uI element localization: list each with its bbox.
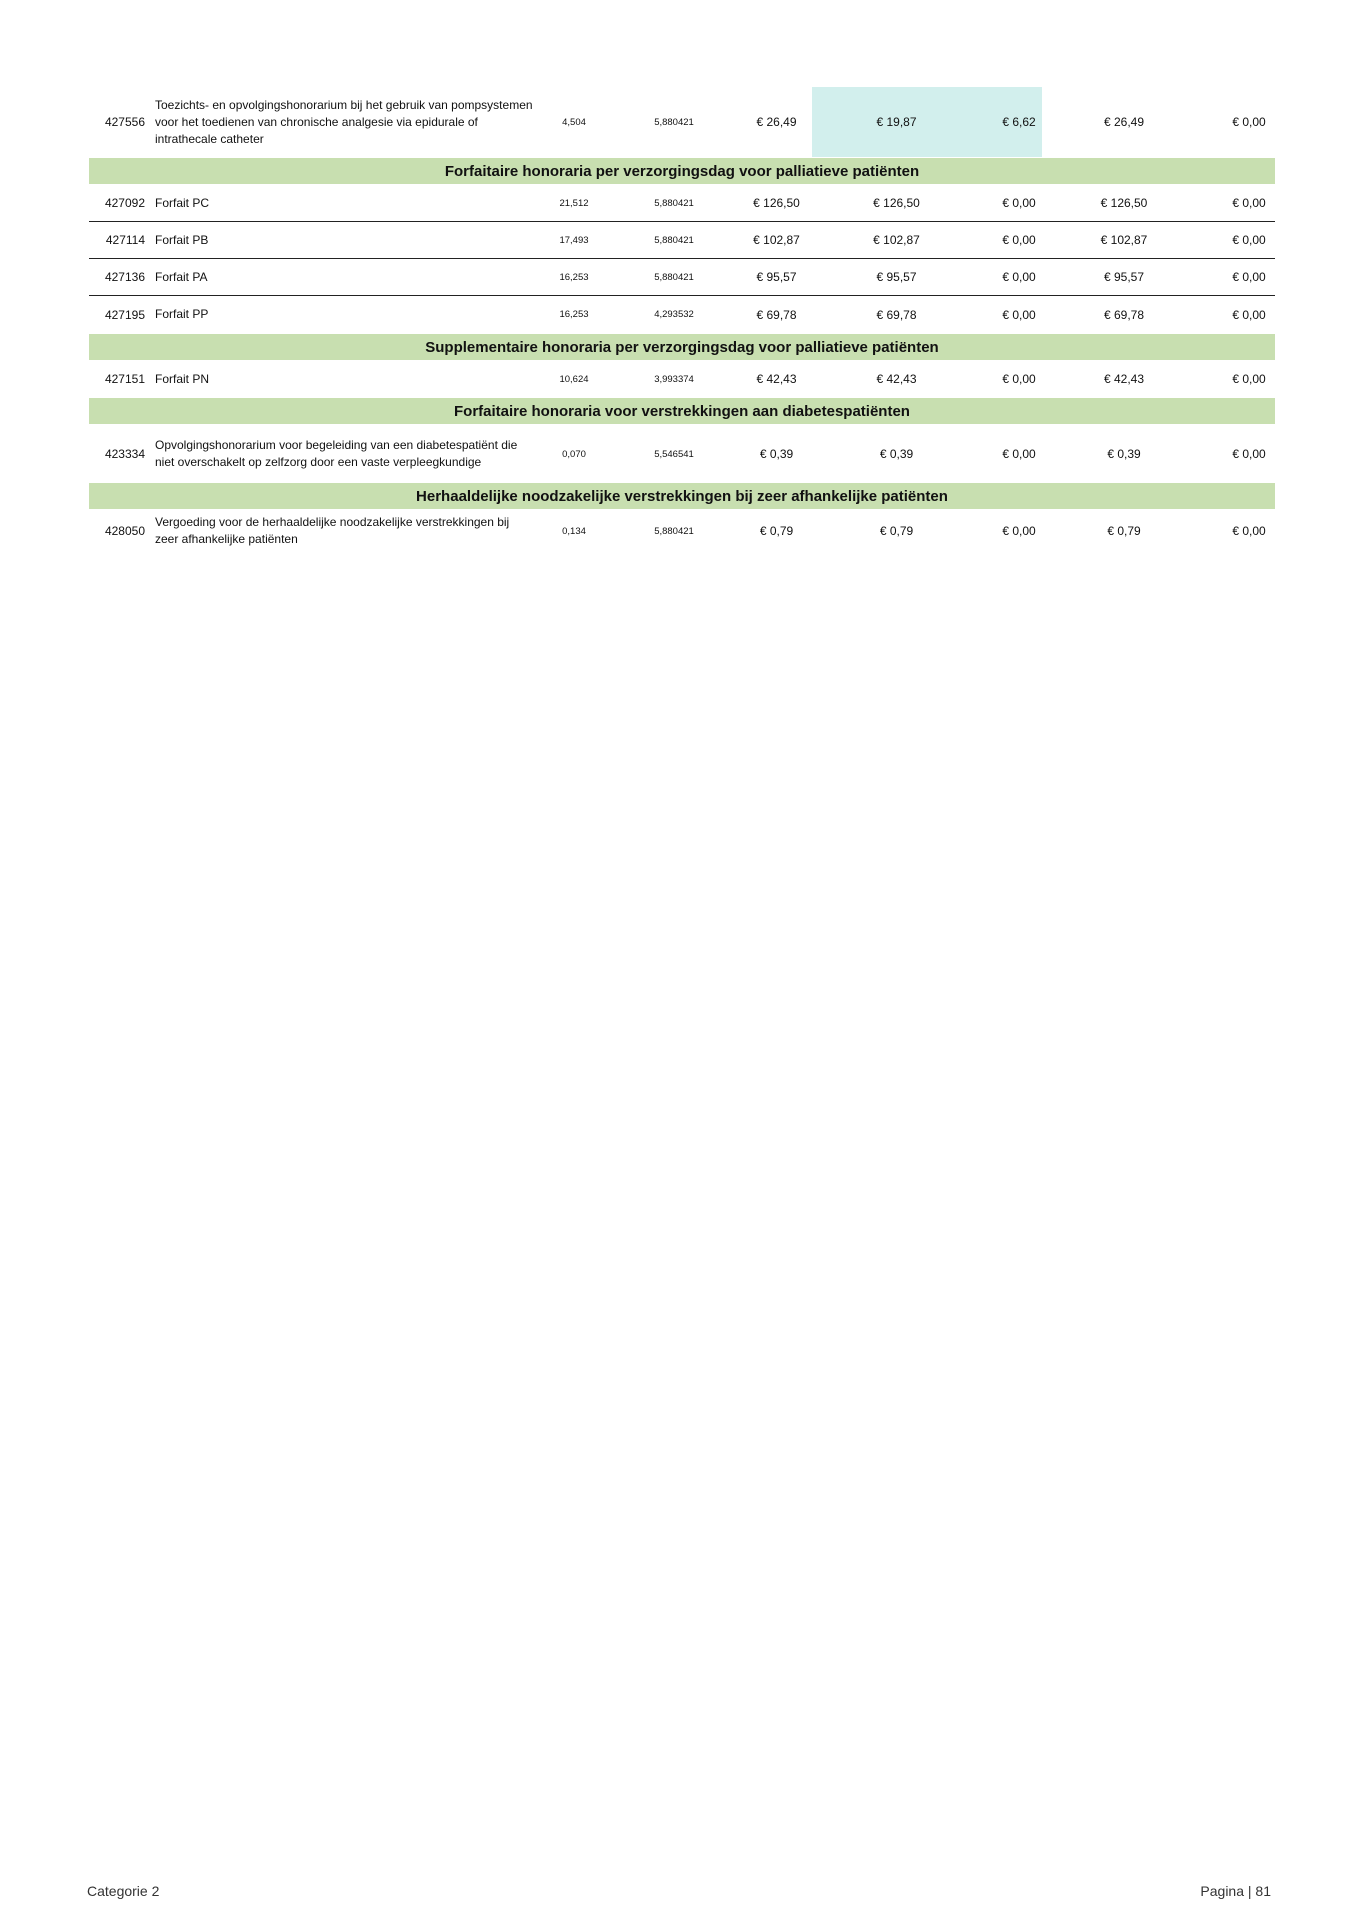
nomenclature-code: 427092 (104, 196, 145, 210)
amount-fee: € 26,49 (756, 115, 797, 129)
footer-page-number: Pagina | 81 (1200, 1883, 1271, 1899)
amount-reimbursement: € 0,39 (879, 447, 914, 461)
key-value: 5,880421 (654, 271, 694, 283)
amount-copayment: € 6,62 (1002, 115, 1036, 129)
description: Forfait PC (155, 195, 210, 210)
amount-fee: € 126,50 (753, 196, 800, 210)
key-value: 5,546541 (654, 448, 694, 460)
amount-copayment: € 0,00 (1002, 196, 1036, 210)
amount-copayment: € 0,00 (1002, 524, 1036, 538)
footer-category: Categorie 2 (87, 1883, 160, 1899)
amount-preferential-copayment: € 0,00 (1232, 447, 1266, 461)
amount-fee: € 0,39 (759, 447, 794, 461)
amount-reimbursement: € 69,78 (876, 307, 917, 322)
key-value: 3,993374 (654, 373, 694, 385)
table-row (89, 361, 1275, 397)
amount-copayment: € 0,00 (1002, 307, 1036, 322)
table-row (89, 510, 1275, 552)
description: Forfait PB (155, 232, 209, 247)
table-row (89, 185, 1275, 222)
section-header: Herhaaldelijke noodzakelijke verstrekkingen bij zeer afhankelijke patiënten (89, 483, 1275, 509)
nomenclature-code: 427136 (104, 270, 145, 284)
nomenclature-code: 428050 (104, 524, 145, 538)
table-row (89, 87, 1275, 157)
amount-preferential-reimbursement: € 0,79 (1107, 524, 1141, 538)
key-value: 5,880421 (654, 197, 694, 209)
coefficient: 4,504 (562, 116, 586, 128)
amount-preferential-reimbursement: € 126,50 (1100, 196, 1148, 210)
amount-preferential-copayment: € 0,00 (1232, 372, 1266, 386)
key-value: 5,880421 (654, 116, 694, 128)
amount-reimbursement: € 0,79 (879, 524, 914, 538)
coefficient: 21,512 (559, 197, 589, 209)
table-row (89, 259, 1275, 296)
amount-preferential-copayment: € 0,00 (1232, 307, 1266, 322)
nomenclature-code: 427151 (104, 372, 145, 386)
coefficient: 17,493 (559, 234, 589, 246)
amount-copayment: € 0,00 (1002, 372, 1036, 386)
description: Forfait PP (155, 307, 209, 321)
description: Forfait PA (155, 269, 208, 284)
coefficient: 16,253 (559, 309, 589, 320)
amount-preferential-copayment: € 0,00 (1232, 233, 1266, 247)
section-header: Forfaitaire honoraria per verzorgingsdag voor palliatieve patiënten (89, 158, 1275, 184)
amount-preferential-copayment: € 0,00 (1232, 115, 1266, 129)
amount-preferential-reimbursement: € 102,87 (1100, 233, 1148, 247)
section-header: Supplementaire honoraria per verzorgingsdag voor palliatieve patiënten (89, 334, 1275, 360)
amount-preferential-copayment: € 0,00 (1232, 524, 1266, 538)
coefficient: 0,134 (562, 525, 586, 537)
nomenclature-code: 427195 (104, 307, 145, 322)
amount-reimbursement: € 19,87 (876, 115, 917, 129)
section-header: Forfaitaire honoraria voor verstrekkingen aan diabetespatiënten (89, 398, 1275, 424)
key-value: 5,880421 (654, 234, 694, 246)
coefficient: 0,070 (562, 448, 586, 460)
amount-preferential-reimbursement: € 69,78 (1103, 307, 1145, 322)
amount-fee: € 0,79 (759, 524, 794, 538)
amount-fee: € 69,78 (756, 307, 797, 322)
table-row (89, 426, 1275, 482)
amount-fee: € 95,57 (756, 270, 797, 284)
amount-preferential-reimbursement: € 26,49 (1103, 115, 1145, 129)
description: Toezichts- en opvolgingshonorarium bij het gebruik van pompsystemen voor het toedienen van chronische analgesie via epidurale of intrathecale catheter (155, 97, 533, 146)
amount-reimbursement: € 126,50 (873, 196, 920, 210)
nomenclature-code: 427556 (104, 115, 145, 129)
amount-fee: € 42,43 (756, 372, 797, 386)
table-row (89, 222, 1275, 259)
table-row (89, 296, 1275, 333)
amount-fee: € 102,87 (753, 233, 800, 247)
description: Opvolgingshonorarium voor begeleiding van een diabetespatiënt die niet overschakelt op zelfzorg door een vaste verpleegkundige (155, 438, 518, 469)
nomenclature-code: 423334 (104, 447, 145, 461)
description: Forfait PN (155, 371, 210, 386)
coefficient: 10,624 (559, 373, 589, 385)
amount-copayment: € 0,00 (1002, 447, 1036, 461)
nomenclature-code: 427114 (105, 233, 145, 247)
description: Vergoeding voor de herhaaldelijke noodzakelijke verstrekkingen bij zeer afhankelijke patiënten (155, 515, 510, 546)
key-value: 5,880421 (654, 525, 694, 537)
coefficient: 16,253 (559, 271, 589, 283)
amount-reimbursement: € 95,57 (876, 270, 917, 284)
amount-copayment: € 0,00 (1002, 233, 1036, 247)
amount-preferential-reimbursement: € 0,39 (1107, 447, 1141, 461)
amount-reimbursement: € 102,87 (873, 233, 920, 247)
key-value: 4,293532 (654, 309, 694, 320)
amount-reimbursement: € 42,43 (876, 372, 917, 386)
amount-preferential-reimbursement: € 95,57 (1103, 270, 1145, 284)
amount-preferential-copayment: € 0,00 (1232, 270, 1266, 284)
amount-preferential-reimbursement: € 42,43 (1103, 372, 1145, 386)
amount-copayment: € 0,00 (1002, 270, 1036, 284)
amount-preferential-copayment: € 0,00 (1232, 196, 1266, 210)
